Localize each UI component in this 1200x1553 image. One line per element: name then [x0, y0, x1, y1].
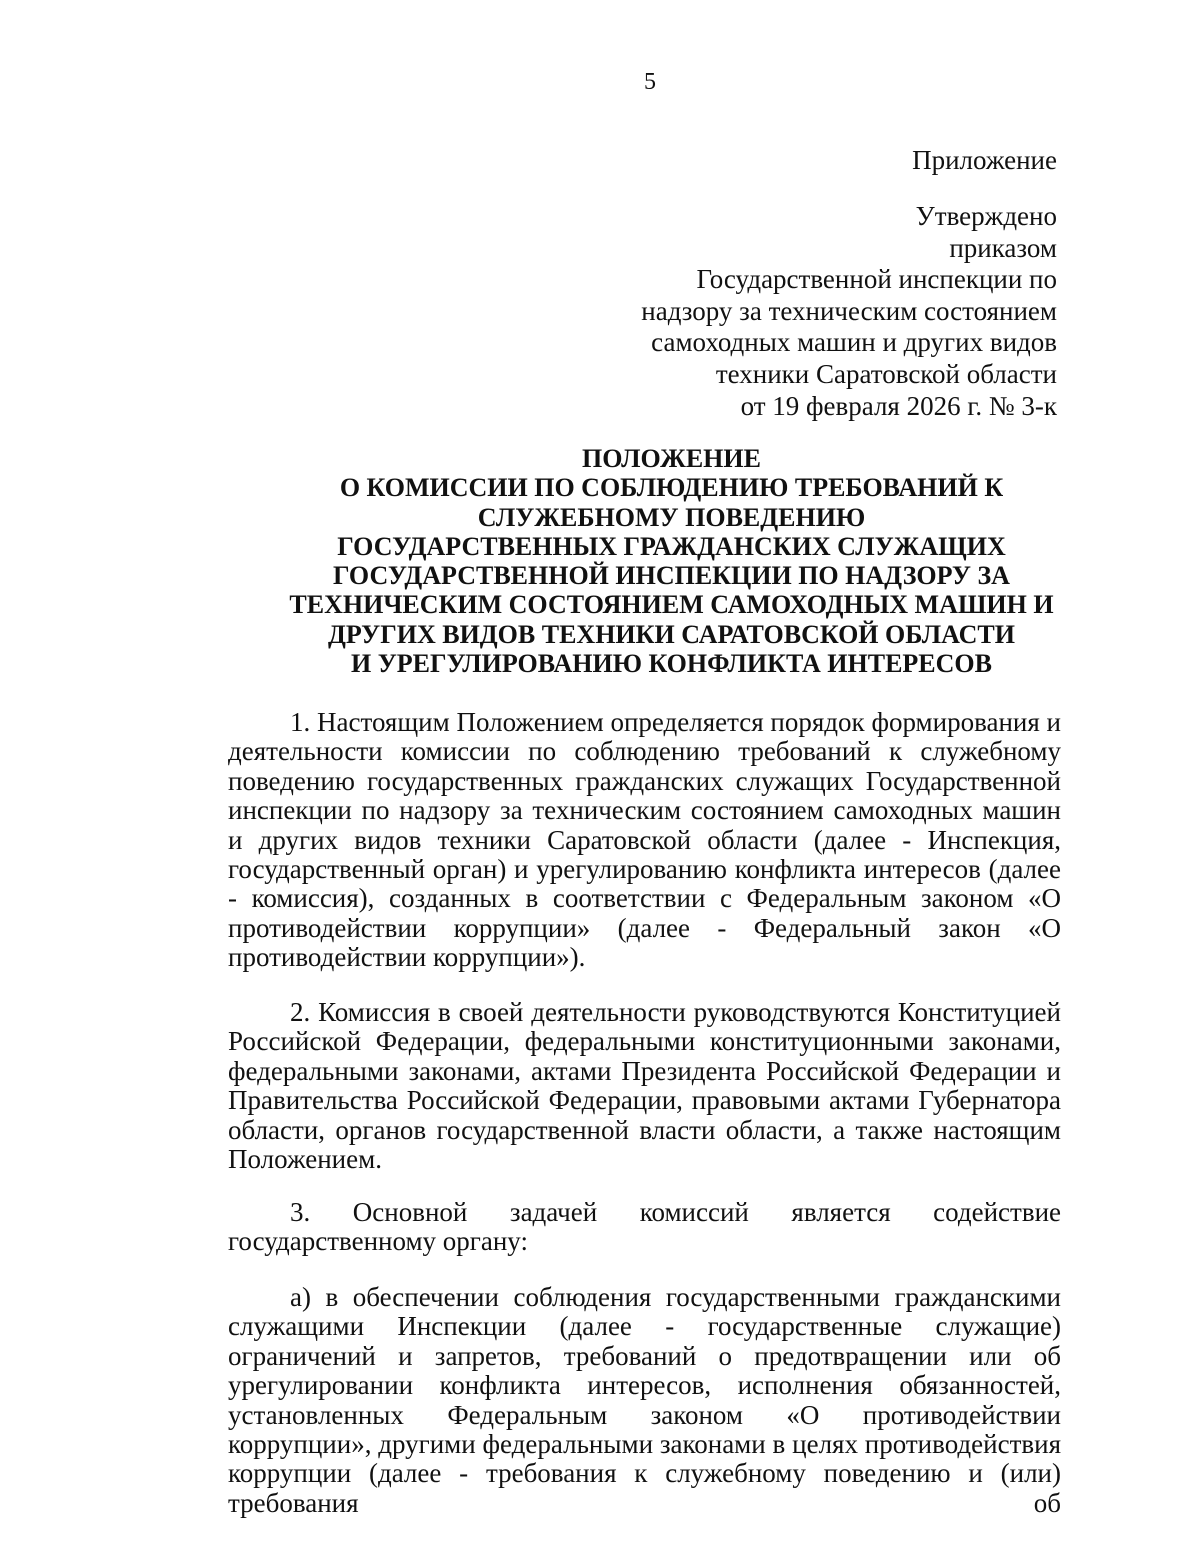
approval-line: техники Саратовской области — [715, 358, 1057, 389]
approval-line: надзору за техническим состоянием — [641, 295, 1057, 326]
approval-line: от 19 февраля 2026 г. № 3-к — [740, 390, 1057, 421]
approval-line: приказом — [949, 232, 1057, 263]
document-title — [230, 444, 1113, 678]
title-line: ГОСУДАРСТВЕННОЙ ИНСПЕКЦИИ ПО НАДЗОРУ ЗА — [333, 561, 1010, 591]
approval-block — [637, 201, 1057, 422]
approval-line: самоходных машин и других видов — [651, 327, 1057, 358]
paragraph-line: государственному органу: — [228, 1226, 528, 1257]
paragraph-2 — [228, 998, 1061, 1174]
approval-line: Государственной инспекции по — [696, 264, 1057, 295]
title-line: ГОСУДАРСТВЕННЫХ ГРАЖДАНСКИХ СЛУЖАЩИХ — [337, 531, 1006, 561]
title-line: ПОЛОЖЕНИЕ — [582, 444, 761, 473]
paragraph-text: 2. Комиссия в своей деятельности руководствуются Конституцией Российской Федерации, федеральными конституционными законами, федеральными законами, актами Президента Российской Федерации и Правительства Российской Федерации, правовыми актами Губернатора области, органов государственной власти области, а также настоящим Положением. — [228, 997, 1061, 1175]
title-line: ДРУГИХ ВИДОВ ТЕХНИКИ САРАТОВСКОЙ ОБЛАСТИ — [327, 619, 1015, 649]
title-line: И УРЕГУЛИРОВАНИЮ КОНФЛИКТА ИНТЕРЕСОВ — [351, 649, 992, 679]
title-line: СЛУЖЕБНОМУ ПОВЕДЕНИЮ — [477, 502, 866, 532]
paragraph-text — [228, 1198, 1061, 1227]
title-line: ТЕХНИЧЕСКИМ СОСТОЯНИЕМ САМОХОДНЫХ МАШИН И — [289, 590, 1054, 620]
approval-line: Утверждено — [915, 201, 1057, 231]
paragraph-line: 3. Основной задачей комиссий является содействие — [290, 1197, 1061, 1227]
paragraph-4 — [228, 1283, 1061, 1518]
paragraph-1 — [228, 708, 1061, 973]
paragraph-text: 1. Настоящим Положением определяется порядок формирования и деятельности комиссии по соблюдению требований к служебному поведению государственных гражданских служащих Государственной инспекции по надзору за техническим состоянием самоходных машин и других видов техники Саратовской области (далее - Инспекция, государственный орган) и урегулированию конфликта интересов (далее - комиссия), созданных в соответствии с Федеральным законом «О противодействии коррупции» (далее - Федеральный закон «О противодействии коррупции»). — [228, 707, 1061, 973]
paragraph-text — [228, 1227, 1061, 1256]
paragraph-text: а) в обеспечении соблюдения государственными гражданскими служащими Инспекции (далее - государственные служащие) ограничений и запретов, требований о предотвращении или об урегулировании конфликта интересов, исполнения обязанностей, установленных Федеральным законом «О противодействии коррупции», другими федеральными законами в целях противодействия коррупции (далее - требования к служебному поведению и (или) требования об — [228, 1282, 1061, 1518]
page-number: 5 — [644, 69, 656, 95]
appendix-label: Приложение — [912, 145, 1057, 175]
title-line: О КОМИССИИ ПО СОБЛЮДЕНИЮ ТРЕБОВАНИЙ К — [339, 473, 1004, 503]
paragraph-3 — [228, 1198, 1061, 1257]
